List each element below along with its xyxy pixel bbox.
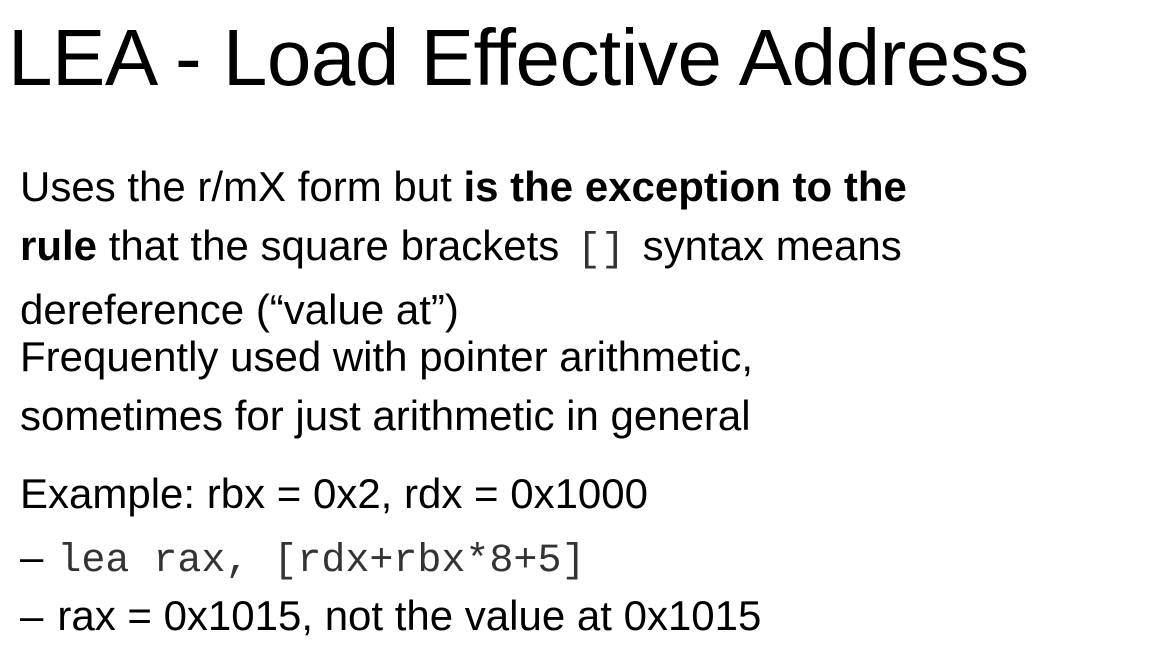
bullet-text: Uses the r/mX form but (20, 163, 464, 210)
bullet-text: that the square brackets (97, 222, 571, 269)
slide-title: LEA - Load Effective Address (8, 13, 1029, 102)
bullet-line-1 (20, 157, 907, 216)
sub-bullet-result (20, 586, 761, 645)
bullet-pointer-arithmetic (20, 327, 753, 445)
result-text: rax = 0x1015, not the value at 0x1015 (57, 592, 762, 639)
bullet-line-2: sometimes for just arithmetic in general (20, 392, 751, 439)
bullet-line-2 (20, 216, 907, 280)
bullet-line-1: Frequently used with pointer arithmetic, (20, 333, 754, 380)
bullet-example: Example: rbx = 0x2, rdx = 0x1000 (20, 470, 649, 517)
square-brackets-code: [] (576, 228, 625, 273)
bullet-emphasis: is the exception to the (463, 163, 907, 210)
lea-code: lea rax, [rdx+rbx*8+5] (57, 539, 586, 584)
sub-bullet-lea-instruction (20, 527, 585, 591)
dash-marker: – (20, 592, 44, 639)
dash-marker: – (20, 533, 44, 580)
bullet-line-3: dereference (“value at”) (20, 286, 459, 333)
bullet-text: syntax means (630, 222, 902, 269)
bullet-emphasis-rule: rule (20, 222, 98, 269)
bullet-lea-exception (20, 157, 907, 339)
